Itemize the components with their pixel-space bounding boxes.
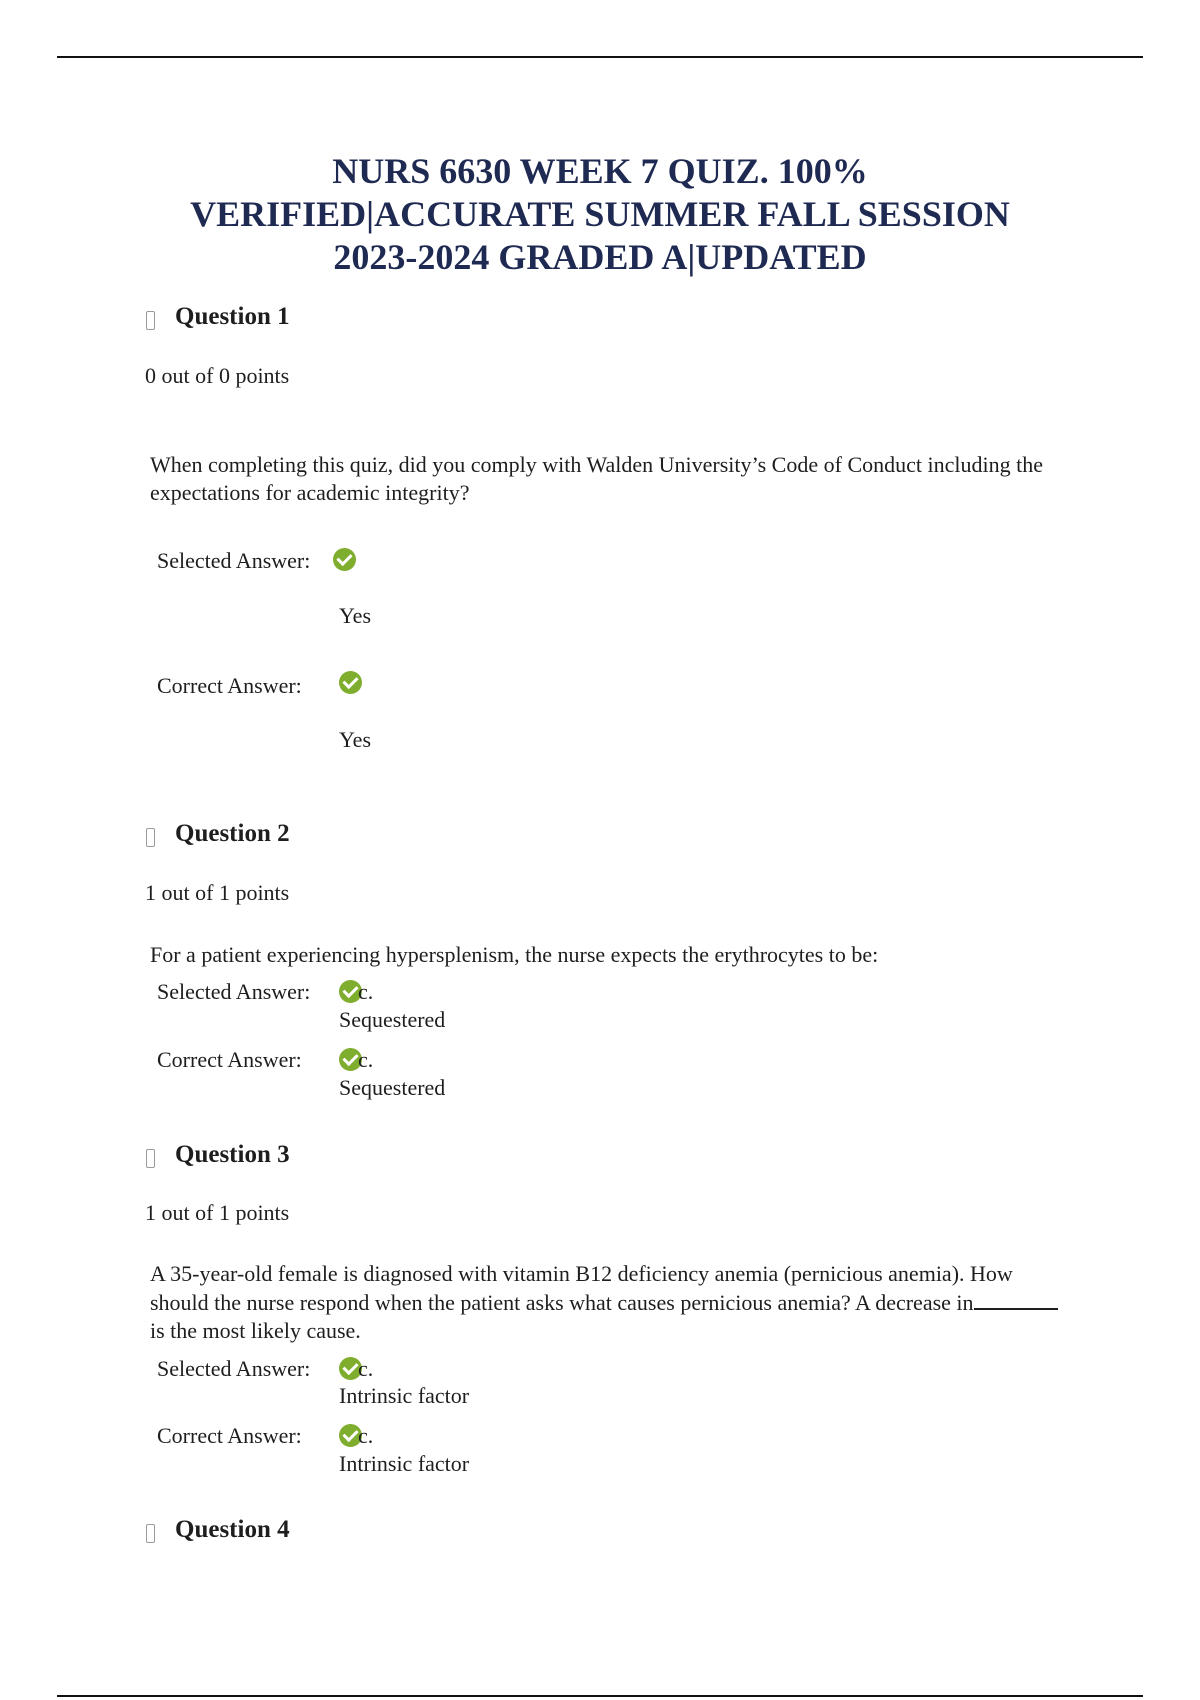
question-3-selected-label: Selected Answer: <box>157 1356 311 1381</box>
title-line-3: 2023-2024 GRADED A|UPDATED <box>333 237 867 277</box>
top-rule <box>57 56 1143 58</box>
question-3-selected-choice: c. <box>358 1356 374 1381</box>
bottom-rule <box>57 1695 1143 1697</box>
question-3-text-part2: is the most likely cause. <box>150 1318 361 1343</box>
correct-check-icon <box>339 671 362 694</box>
question-3-correct-label: Correct Answer: <box>157 1423 302 1448</box>
question-3-heading: Question 3 <box>175 1141 290 1168</box>
question-3-points: 1 out of 1 points <box>145 1200 290 1225</box>
question-status-icon <box>146 1524 155 1543</box>
question-status-icon <box>146 1149 155 1168</box>
title-line-2: VERIFIED|ACCURATE SUMMER FALL SESSION <box>190 194 1010 234</box>
question-2-correct-choice: c. <box>358 1047 374 1072</box>
question-3-correct-answer: Intrinsic factor <box>339 1451 470 1476</box>
question-2-points: 1 out of 1 points <box>145 880 290 905</box>
question-status-icon <box>146 311 155 330</box>
question-2-selected-answer: Sequestered <box>339 1007 446 1032</box>
title-line-1: NURS 6630 WEEK 7 QUIZ. 100% <box>332 151 868 191</box>
question-1-selected-label: Selected Answer: <box>157 548 311 573</box>
question-1-heading: Question 1 <box>175 303 290 330</box>
question-3-correct-choice: c. <box>358 1423 374 1448</box>
question-3-text <box>150 1260 1070 1345</box>
question-2-selected-label: Selected Answer: <box>157 979 311 1004</box>
question-3-selected-answer: Intrinsic factor <box>339 1383 470 1408</box>
question-2-correct-answer: Sequestered <box>339 1075 446 1100</box>
question-1-selected-answer: Yes <box>339 603 372 628</box>
question-2-text: For a patient experiencing hypersplenism, the nurse expects the erythrocytes to be: <box>150 942 879 967</box>
answer-blank <box>974 1288 1058 1310</box>
question-4-heading: Question 4 <box>175 1516 290 1543</box>
question-2-correct-label: Correct Answer: <box>157 1047 302 1072</box>
question-status-icon <box>146 828 155 847</box>
question-2-selected-choice: c. <box>358 979 374 1004</box>
question-1-points: 0 out of 0 points <box>145 363 290 388</box>
document-title <box>100 150 1100 279</box>
question-3-text-part1: A 35-year-old female is diagnosed with vitamin B12 deficiency anemia (pernicious anemia). How should the nurse respond when the patient asks what causes pernicious anemia? A decrease in <box>150 1261 1013 1315</box>
question-1-correct-answer: Yes <box>339 727 372 752</box>
question-1-text: When completing this quiz, did you comply with Walden University’s Code of Conduct including the expectations for academic integrity? <box>150 452 1043 505</box>
question-2-heading: Question 2 <box>175 820 290 847</box>
correct-check-icon <box>333 548 356 571</box>
question-1-correct-label: Correct Answer: <box>157 673 302 698</box>
